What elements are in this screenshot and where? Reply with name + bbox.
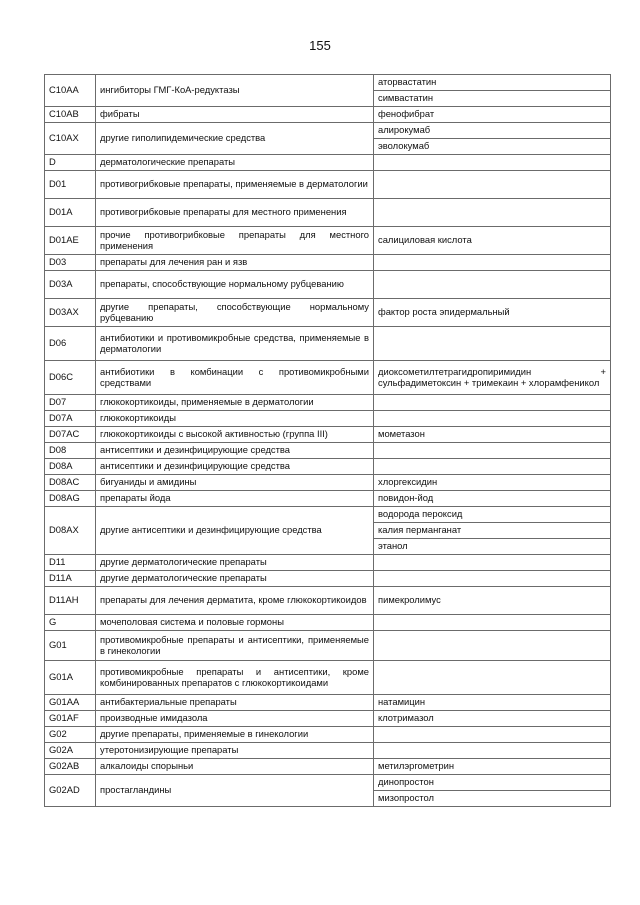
atc-code-cell: D08AC [45, 475, 96, 491]
drug-name-cell: этанол [374, 539, 611, 555]
atc-description-cell: противогрибковые препараты, применяемые в дерматологии [96, 171, 374, 199]
table-row [45, 171, 611, 199]
atc-description-cell: антисептики и дезинфицирующие средства [96, 459, 374, 475]
drug-name-cell [374, 199, 611, 227]
atc-code-cell: D01 [45, 171, 96, 199]
atc-code-cell: D08 [45, 443, 96, 459]
atc-description-cell: другие антисептики и дезинфицирующие средства [96, 507, 374, 555]
atc-code-cell: G02AB [45, 759, 96, 775]
drug-name-cell [374, 615, 611, 631]
table-row [45, 395, 611, 411]
table-row [45, 587, 611, 615]
drug-name-cell: динопростон [374, 775, 611, 791]
table-row [45, 299, 611, 327]
atc-description-cell: препараты для лечения дерматита, кроме глюкокортикоидов [96, 587, 374, 615]
atc-code-cell: D08A [45, 459, 96, 475]
drug-name-cell [374, 555, 611, 571]
table-row [45, 361, 611, 395]
atc-description-cell: другие дерматологические препараты [96, 571, 374, 587]
atc-description-cell: противомикробные препараты и антисептики, применяемые в гинекологии [96, 631, 374, 661]
atc-description-cell: мочеполовая система и половые гормоны [96, 615, 374, 631]
atc-code-cell: D07 [45, 395, 96, 411]
atc-description-cell: утеротонизирующие препараты [96, 743, 374, 759]
atc-code-cell: D01AE [45, 227, 96, 255]
atc-description-cell: ингибиторы ГМГ-КоА-редуктазы [96, 75, 374, 107]
atc-code-cell: D06C [45, 361, 96, 395]
atc-code-cell: D03 [45, 255, 96, 271]
drug-name-cell: калия перманганат [374, 523, 611, 539]
atc-description-cell: глюкокортикоиды с высокой активностью (группа III) [96, 427, 374, 443]
page-number: 155 [309, 38, 331, 53]
table-row [45, 727, 611, 743]
atc-description-cell: антибиотики и противомикробные средства, применяемые в дерматологии [96, 327, 374, 361]
atc-code-cell: D11AH [45, 587, 96, 615]
drug-name-cell [374, 571, 611, 587]
atc-description-cell: алкалоиды спорыньи [96, 759, 374, 775]
drug-name-cell [374, 395, 611, 411]
atc-code-cell: G02 [45, 727, 96, 743]
atc-description-cell: прочие противогрибковые препараты для местного применения [96, 227, 374, 255]
atc-code-cell: D06 [45, 327, 96, 361]
atc-code-cell: D07A [45, 411, 96, 427]
drug-name-cell [374, 743, 611, 759]
drug-name-cell [374, 327, 611, 361]
atc-description-cell: препараты для лечения ран и язв [96, 255, 374, 271]
table-row [45, 459, 611, 475]
drug-name-cell: водорода пероксид [374, 507, 611, 523]
table-row [45, 411, 611, 427]
table-row [45, 491, 611, 507]
atc-code-cell: D07AC [45, 427, 96, 443]
drug-name-cell: фенофибрат [374, 107, 611, 123]
atc-description-cell: глюкокортикоиды [96, 411, 374, 427]
drug-name-cell: симвастатин [374, 91, 611, 107]
atc-code-cell: G01 [45, 631, 96, 661]
drug-name-cell: алирокумаб [374, 123, 611, 139]
drug-name-cell [374, 155, 611, 171]
drug-name-cell [374, 661, 611, 695]
atc-code-cell: G01AA [45, 695, 96, 711]
atc-code-cell: C10AA [45, 75, 96, 107]
drug-name-cell: натамицин [374, 695, 611, 711]
atc-description-cell: антисептики и дезинфицирующие средства [96, 443, 374, 459]
table-row [45, 507, 611, 523]
drug-name-cell: фактор роста эпидермальный [374, 299, 611, 327]
table-row [45, 743, 611, 759]
atc-description-cell: антибиотики в комбинации с противомикробными средствами [96, 361, 374, 395]
table-row [45, 271, 611, 299]
atc-description-cell: антибактериальные препараты [96, 695, 374, 711]
table-row [45, 775, 611, 791]
drug-name-cell: салициловая кислота [374, 227, 611, 255]
atc-description-cell: другие гиполипидемические средства [96, 123, 374, 155]
table-row [45, 571, 611, 587]
drug-name-cell: аторвастатин [374, 75, 611, 91]
drug-name-cell: пимекролимус [374, 587, 611, 615]
atc-code-cell: D08AG [45, 491, 96, 507]
drug-name-cell: повидон-йод [374, 491, 611, 507]
atc-description-cell: производные имидазола [96, 711, 374, 727]
atc-description-cell: фибраты [96, 107, 374, 123]
table-row [45, 695, 611, 711]
table-row [45, 327, 611, 361]
table-row [45, 227, 611, 255]
atc-description-cell: простагландины [96, 775, 374, 807]
atc-table-body [45, 75, 611, 807]
atc-code-cell: G01AF [45, 711, 96, 727]
table-row [45, 123, 611, 139]
drug-name-cell: метилэргометрин [374, 759, 611, 775]
atc-description-cell: противогрибковые препараты для местного применения [96, 199, 374, 227]
drug-name-cell [374, 727, 611, 743]
drug-name-cell [374, 171, 611, 199]
atc-code-cell: D11 [45, 555, 96, 571]
drug-name-cell: мометазон [374, 427, 611, 443]
atc-code-cell: G02A [45, 743, 96, 759]
atc-code-cell: D08AX [45, 507, 96, 555]
atc-description-cell: препараты йода [96, 491, 374, 507]
table-row [45, 615, 611, 631]
drug-name-cell: диоксометилтетрагидропиримидин + сульфадиметоксин + тримекаин + хлорамфеникол [374, 361, 611, 395]
atc-code-cell: D03AX [45, 299, 96, 327]
atc-description-cell: глюкокортикоиды, применяемые в дерматологии [96, 395, 374, 411]
atc-code-cell: D [45, 155, 96, 171]
table-row [45, 427, 611, 443]
atc-drug-table [44, 74, 611, 807]
drug-name-cell: хлоргексидин [374, 475, 611, 491]
drug-name-cell [374, 255, 611, 271]
table-row [45, 107, 611, 123]
table-row [45, 631, 611, 661]
drug-name-cell [374, 443, 611, 459]
atc-description-cell: дерматологические препараты [96, 155, 374, 171]
drug-name-cell: клотримазол [374, 711, 611, 727]
atc-description-cell: другие дерматологические препараты [96, 555, 374, 571]
table-row [45, 711, 611, 727]
atc-description-cell: препараты, способствующие нормальному рубцеванию [96, 271, 374, 299]
table-row [45, 199, 611, 227]
drug-name-cell [374, 459, 611, 475]
table-row [45, 759, 611, 775]
atc-code-cell: D11A [45, 571, 96, 587]
atc-description-cell: противомикробные препараты и антисептики, кроме комбинированных препаратов с глюкокортикоидами [96, 661, 374, 695]
atc-code-cell: D01A [45, 199, 96, 227]
table-row [45, 443, 611, 459]
table-row [45, 155, 611, 171]
table-row [45, 661, 611, 695]
table-row [45, 255, 611, 271]
atc-code-cell: G02AD [45, 775, 96, 807]
drug-name-cell [374, 411, 611, 427]
drug-name-cell [374, 271, 611, 299]
atc-description-cell: другие препараты, применяемые в гинекологии [96, 727, 374, 743]
atc-code-cell: G01A [45, 661, 96, 695]
drug-name-cell: эволокумаб [374, 139, 611, 155]
atc-code-cell: C10AX [45, 123, 96, 155]
table-row [45, 555, 611, 571]
table-row [45, 475, 611, 491]
atc-code-cell: D03A [45, 271, 96, 299]
drug-name-cell [374, 631, 611, 661]
atc-code-cell: C10AB [45, 107, 96, 123]
table-row [45, 75, 611, 91]
atc-code-cell: G [45, 615, 96, 631]
atc-description-cell: бигуаниды и амидины [96, 475, 374, 491]
drug-name-cell: мизопростол [374, 791, 611, 807]
atc-description-cell: другие препараты, способствующие нормальному рубцеванию [96, 299, 374, 327]
